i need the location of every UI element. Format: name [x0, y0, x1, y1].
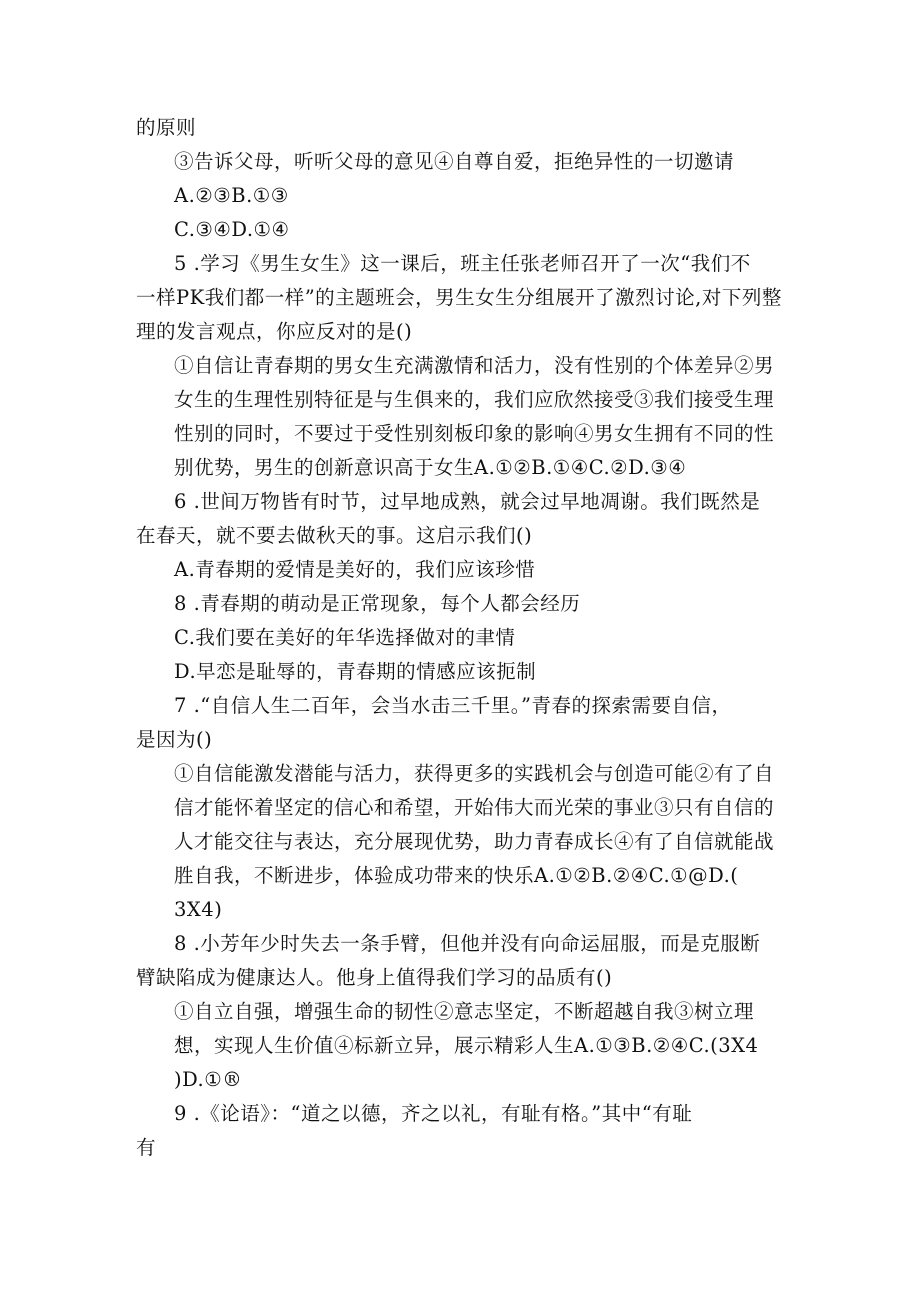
- text-line: 是因为(): [136, 728, 213, 751]
- text-line: 9 .《论语》：“道之以德，齐之以礼，有耻有格。”其中“有耻: [174, 1102, 693, 1125]
- text-line: ①自信让青春期的男女生充满激情和活力，没有性别的个体差异②男: [174, 354, 775, 377]
- text-line: 3X4): [174, 898, 223, 921]
- text-line: 理的发言观点，你应反对的是(): [136, 320, 413, 343]
- text-line: 的原则: [136, 116, 197, 139]
- text-line: 信才能怀着坚定的信心和希望，开始伟大而光荣的事业③只有自信的: [174, 796, 775, 819]
- text-line: 人才能交往与表达，充分展现优势，助力青春成长④有了自信就能战: [174, 830, 775, 853]
- text-line: 8 .小芳年少时失去一条手臂，但他并没有向命运屈服，而是克服断: [174, 932, 761, 955]
- text-line: ①自信能激发潜能与活力，获得更多的实践机会与创造可能②有了自: [174, 762, 775, 785]
- text-line: 5 .学习《男生女生》这一课后，班主任张老师召开了一次“我们不: [174, 252, 751, 275]
- text-line: 6 .世间万物皆有时节，过早地成熟，就会过早地凋谢。我们既然是: [174, 490, 761, 513]
- text-line: 胜自我，不断进步，体验成功带来的快乐A.①②B.②④C.①@D.(: [174, 864, 739, 887]
- text-line: A.②③B.①③: [174, 184, 289, 207]
- text-line: 女生的生理性别特征是与生俱来的，我们应欣然接受③我们接受生理: [174, 388, 775, 411]
- text-line: C.③④D.①④: [174, 218, 290, 241]
- text-line: 8 .青春期的萌动是正常现象，每个人都会经历: [174, 592, 581, 615]
- text-line: D.早恋是耻辱的，青春期的情感应该扼制: [174, 660, 537, 683]
- text-line: 性别的同时，不要过于受性别刻板印象的影响④男女生拥有不同的性: [174, 422, 775, 445]
- text-line: C.我们要在美好的年华选择做对的聿情: [174, 626, 516, 649]
- text-line: 7 .“自信人生二百年，会当水击三千里。”青春的探索需要自信，: [174, 694, 732, 717]
- text-line: ①自立自强，增强生命的韧性②意志坚定，不断超越自我③树立理: [174, 1000, 755, 1023]
- text-line: )D.①®: [174, 1068, 243, 1091]
- text-line: 有: [136, 1136, 157, 1159]
- text-line: 在春天，就不要去做秋天的事。这启示我们(): [136, 524, 533, 547]
- text-line: 别优势，男生的创新意识高于女生A.①②B.①④C.②D.③④: [174, 456, 687, 479]
- text-line: 一样PK我们都一样”的主题班会，男生女生分组展开了激烈讨论,对下列整: [136, 286, 782, 309]
- text-line: A.青春期的爱情是美好的，我们应该珍惜: [174, 558, 536, 581]
- text-line: 想，实现人生价值④标新立异，展示精彩人生A.①③B.②④C.(3X4: [174, 1034, 759, 1057]
- text-line: 臂缺陷成为健康达人。他身上值得我们学习的品质有(): [136, 966, 613, 989]
- text-line: ③告诉父母，听听父母的意见④自尊自爱，拒绝异性的一切邀请: [174, 150, 735, 173]
